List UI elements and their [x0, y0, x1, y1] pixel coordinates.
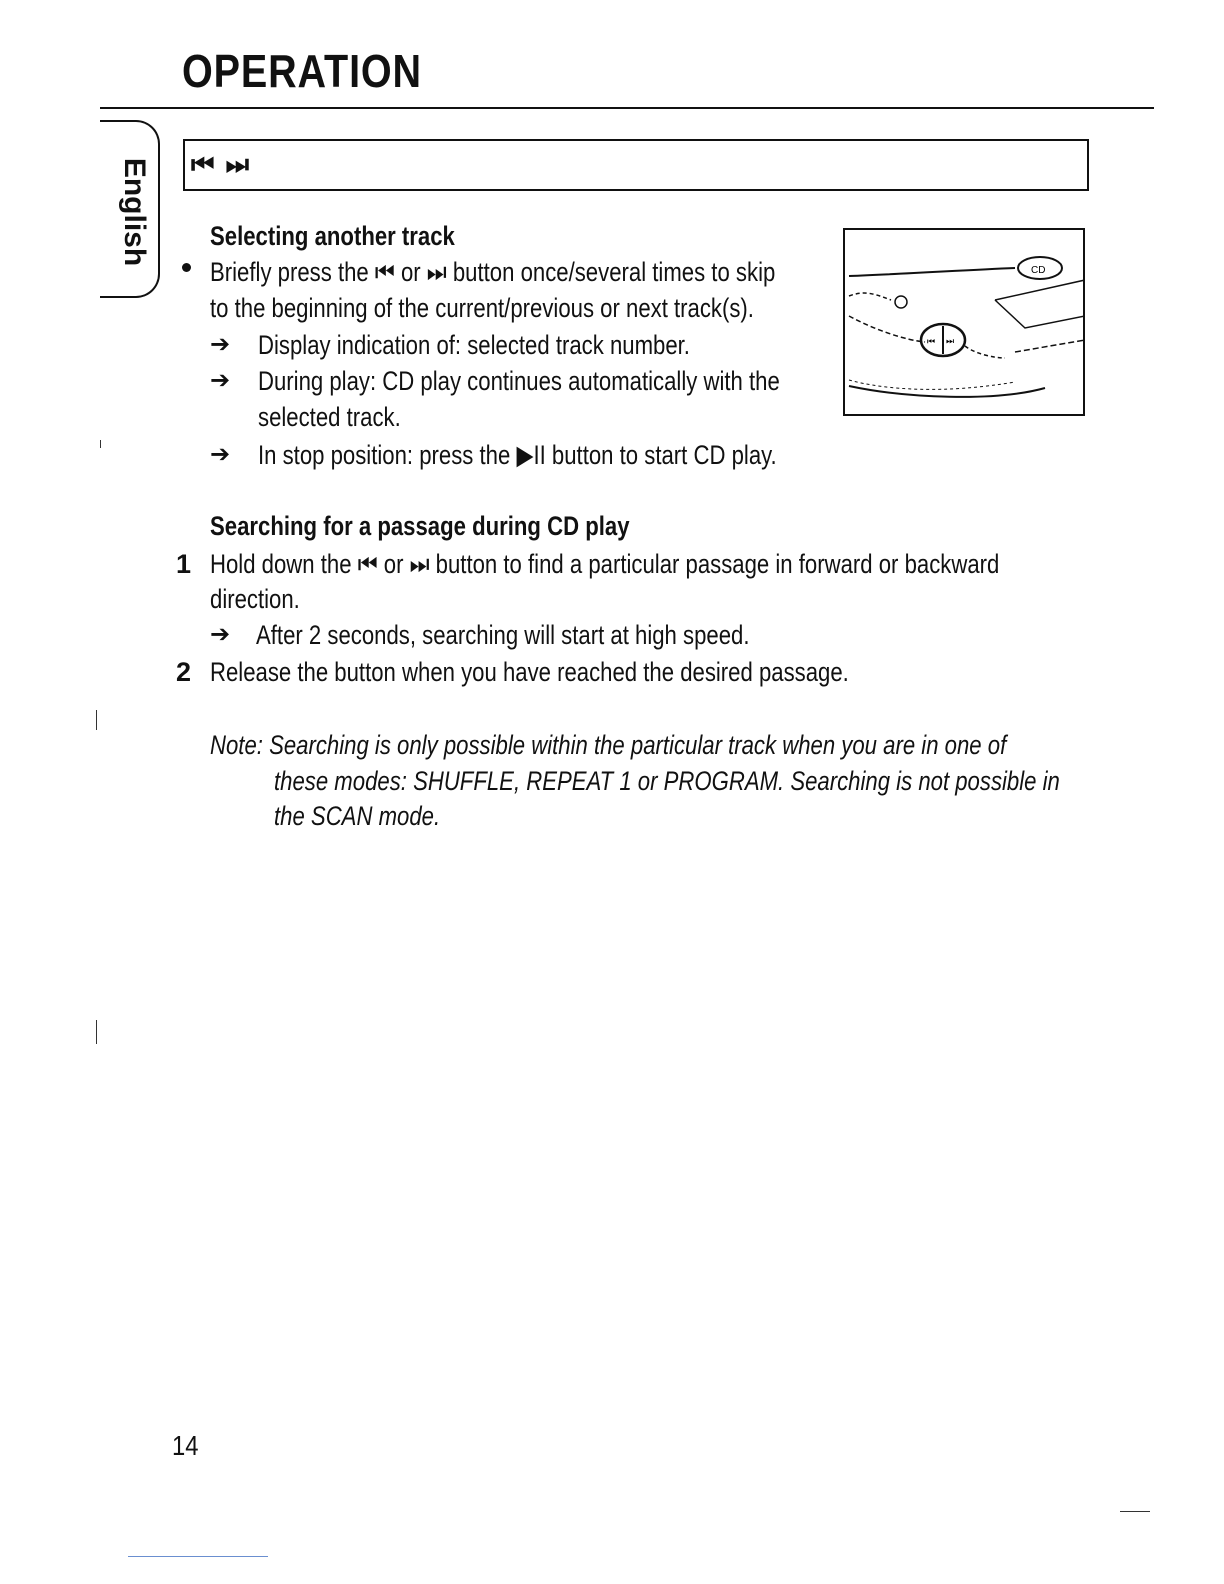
player-illustration — [843, 228, 1085, 416]
step-1-line-2: direction. — [210, 584, 300, 614]
step-1-line-1: Hold down the ⏮ or ⏭ button to find a particular passage in forward or backward — [210, 549, 1000, 579]
note-line-3: the SCAN mode. — [274, 801, 441, 831]
button-header-box — [183, 139, 1089, 191]
result-arrow-icon: ➔ — [210, 367, 231, 394]
cd-player-drawing-icon — [845, 230, 1085, 416]
result-text-2-line-1: During play: CD play continues automatically with the — [258, 366, 780, 396]
svg-text:CD: CD — [1031, 265, 1046, 276]
result-arrow-icon: ➔ — [210, 621, 231, 648]
note-line-2: these modes: SHUFFLE, REPEAT 1 or PROGRAM. Searching is not possible in — [274, 766, 1060, 796]
result-arrow-icon: ➔ — [210, 441, 231, 468]
scan-artifact-mark — [96, 710, 97, 730]
scan-artifact-line — [1120, 1511, 1150, 1512]
title-rule — [100, 107, 1154, 109]
scan-artifact-mark — [96, 1020, 97, 1044]
svg-text:⏭: ⏭ — [946, 336, 955, 346]
result-text-2-line-2: selected track. — [258, 402, 401, 432]
language-tab-label-wrapper — [104, 157, 164, 267]
section-heading-searching: Searching for a passage during CD play — [210, 511, 630, 541]
result-text-3: In stop position: press the ▶II button to start CD play. — [258, 440, 777, 470]
step-number: 2 — [176, 657, 192, 687]
note-line-1: Note: Searching is only possible within the particular track when you are in one of — [210, 730, 1007, 760]
result-text-1: Display indication of: selected track number. — [258, 330, 690, 360]
bullet-text-line-1: Briefly press the ⏮ or ⏭ button once/several times to skip — [210, 257, 776, 287]
step-2-line-1: Release the button when you have reached the desired passage. — [210, 657, 849, 687]
page-title: OPERATION — [182, 45, 422, 97]
language-tab-label: English — [118, 157, 151, 267]
page-number: 14 — [172, 1430, 199, 1461]
scan-artifact-mark — [100, 440, 101, 448]
bullet-text-line-2: to the beginning of the current/previous or next track(s). — [210, 293, 754, 323]
bullet-dot — [182, 263, 191, 272]
skip-buttons-icon: ⏮ ⏭ — [191, 149, 252, 179]
step-1-result: After 2 seconds, searching will start at high speed. — [256, 620, 750, 650]
svg-text:⏮: ⏮ — [927, 336, 936, 346]
result-arrow-icon: ➔ — [210, 331, 231, 358]
scan-artifact-line — [128, 1556, 268, 1557]
section-heading-selecting-track: Selecting another track — [210, 221, 455, 251]
step-number: 1 — [176, 549, 192, 579]
